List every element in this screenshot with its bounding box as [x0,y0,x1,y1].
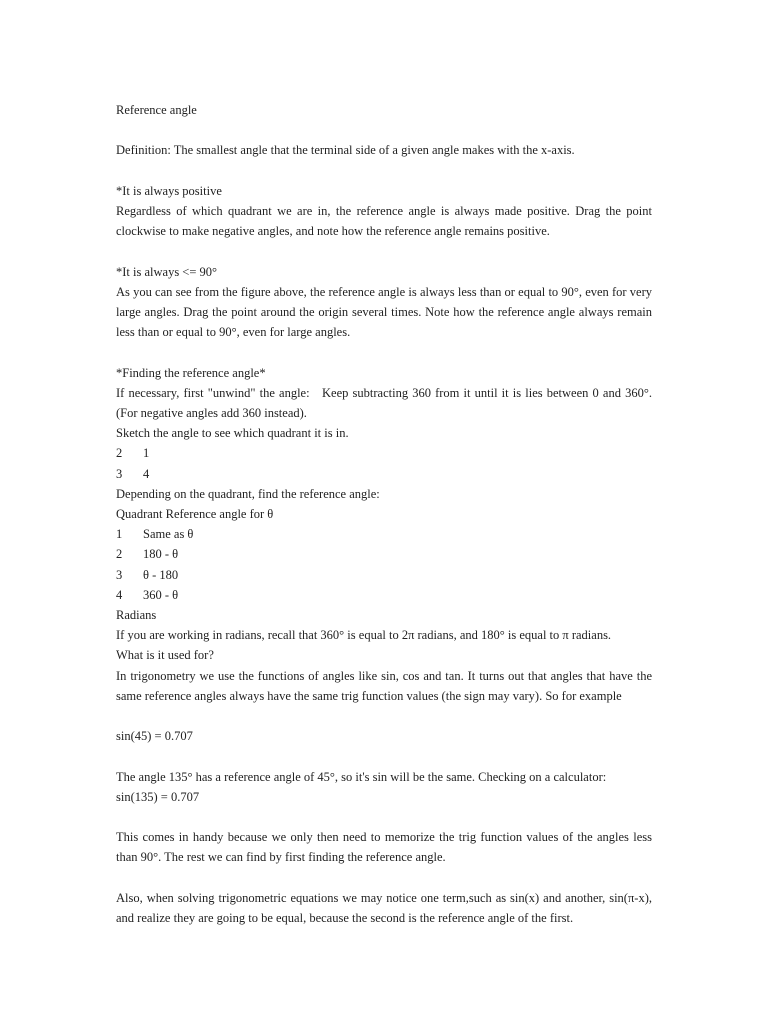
quadrant-cell: 2 [116,547,123,562]
quadrant-number: 4 [143,466,150,481]
always-positive-paragraph: Regardless of which quadrant we are in, the reference angle is always made positive. Drag the point clockwise to make negative angles, and note how the reference angle remains positive. [116,203,656,239]
spacer [116,706,652,726]
always-le-90-paragraph: As you can see from the figure above, the reference angle is always less than or equal to 90°, even for very large angles. Drag the point around the origin several times. Note how the reference angle always remain less than or equal to 90°, even for large angles. [116,284,656,340]
spacer [116,746,652,766]
handy-paragraph: This comes in handy because we only then need to memorize the trig function values of the angles less than 90°. The rest we can find by first finding the reference angle. [116,830,656,865]
radians-paragraph: If you are working in radians, recall that 360° is equal to 2π radians, and 180° is equal to π radians. [116,628,612,643]
quadrant-cell: 1 [116,527,123,542]
depending-text: Depending on the quadrant, find the reference angle: [116,486,380,501]
spacer [116,868,652,888]
usage-paragraph: In trigonometry we use the functions of angles like sin, cos and tan. It turns out that angles that have the same reference angles always have the same trig function values (the sign may vary). So for example [116,668,656,703]
quadrant-grid-row [116,443,652,463]
spacer [116,241,652,261]
always-positive-heading: *It is always positive [116,183,222,198]
spacer [116,342,652,362]
example-sin-135: sin(135) = 0.707 [116,789,200,804]
formula-cell: Same as θ [143,527,194,542]
finding-heading: *Finding the reference angle* [116,365,266,380]
example-sin-45: sin(45) = 0.707 [116,729,193,744]
quadrant-number: 1 [143,446,150,461]
table-row [116,565,652,585]
usage-heading: What is it used for? [116,648,214,663]
table-row [116,524,652,544]
formula-cell: 360 - θ [143,587,179,602]
quadrant-grid-row [116,464,652,484]
document-body [116,100,656,928]
quadrant-cell: 3 [116,567,123,582]
table-header: Quadrant Reference angle for θ [116,506,274,521]
spacer [116,807,652,827]
sketch-text: Sketch the angle to see which quadrant it is in. [116,426,349,441]
trig-equations-paragraph: Also, when solving trigonometric equations we may notice one term,such as sin(x) and another, sin(π-x), and realize they are going to be equal, because the second is the reference angle of the first. [116,890,656,925]
radians-heading: Radians [116,607,157,622]
quadrant-cell: 4 [116,587,123,602]
formula-cell: θ - 180 [143,567,179,582]
table-row [116,544,652,564]
unwind-paragraph: If necessary, first "unwind" the angle: Keep subtracting 360 from it until it is lies between 0 and 360°. (For negative angles add 360 instead). [116,385,656,420]
table-row [116,585,652,605]
formula-cell: 180 - θ [143,547,179,562]
definition-text: Definition: The smallest angle that the terminal side of a given angle makes with the x-axis. [116,143,575,158]
spacer [116,120,652,140]
always-le-90-heading: *It is always <= 90° [116,264,218,279]
example-135-paragraph: The angle 135° has a reference angle of 45°, so it's sin will be the same. Checking on a calculator: [116,769,607,784]
quadrant-number: 2 [116,446,123,461]
spacer [116,161,652,181]
quadrant-number: 3 [116,466,123,481]
document-title: Reference angle [116,103,197,117]
